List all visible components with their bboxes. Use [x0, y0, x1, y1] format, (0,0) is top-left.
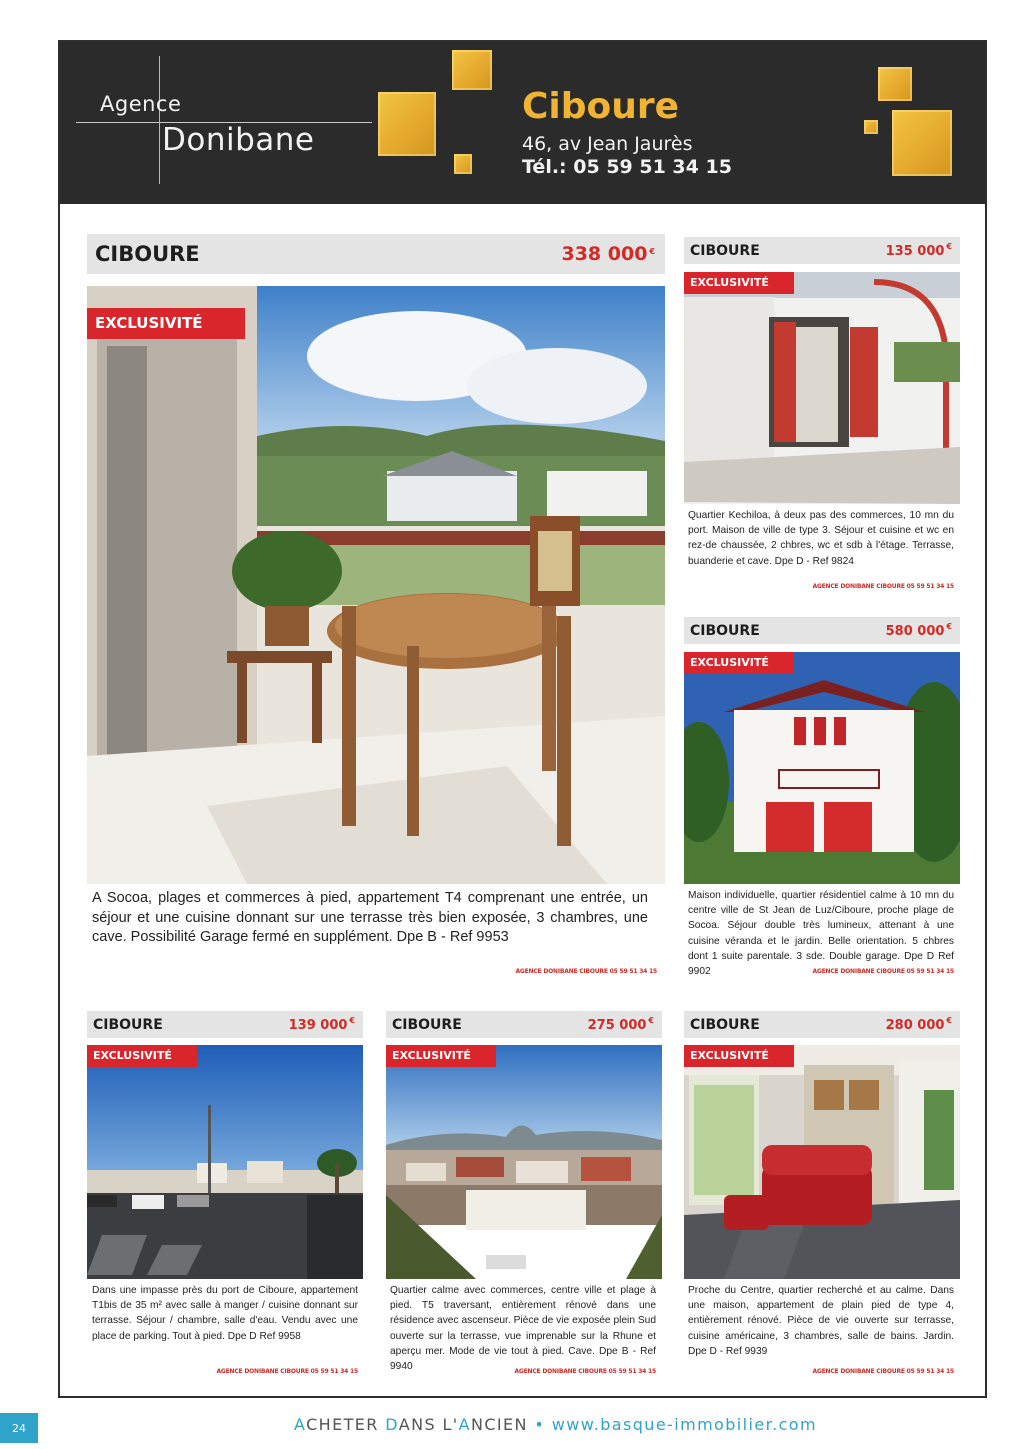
agency-city: Ciboure [522, 86, 680, 127]
listing-town: CIBOURE [95, 242, 200, 266]
listing-agency-signature: AGENCE DONIBANE CIBOURE 05 59 51 34 15 [812, 968, 954, 975]
footer-title-initial: A [458, 1415, 471, 1434]
footer-title-initial: D [385, 1415, 399, 1434]
footer-website-link[interactable]: www.basque-immobilier.com [551, 1415, 817, 1434]
listing-photo-house[interactable] [684, 652, 960, 884]
listing-price: 280 000 € [885, 1016, 952, 1033]
footer-banner [294, 1415, 817, 1434]
view-photo-illustration [386, 1045, 662, 1279]
logo-vertical-rule [159, 56, 160, 184]
port-photo-illustration [87, 1045, 363, 1279]
agency-address: 46, av Jean Jaurès [522, 133, 693, 155]
listing-title-bar [87, 1011, 363, 1038]
listing-description: Maison individuelle, quartier résidentiel calme à 10 mn du centre ville de St Jean de Luz/Ciboure, proche plage de Socoa. Séjour double très lumineux, attenant à une cuisine véranda et le jardin. Belle orientation. 5 chbres dont 1 suite parentale. 3 sde. Double garage. Dpe D Ref 9902 [688, 890, 954, 978]
decorative-square [378, 92, 436, 156]
listing-description: Dans une impasse près du port de Ciboure, appartement T1bis de 35 m² avec salle à manger / cuisine donnant sur terrasse. Séjour / chambre, salle d'eau. Vendu avec une place de parking. Tout à pied. Dpe D Ref 9958 [92, 1285, 358, 1342]
exclusivite-badge: EXCLUSIVITÉ [684, 272, 794, 294]
decorative-square [892, 110, 952, 176]
listing-photo-view[interactable] [386, 1045, 662, 1279]
agency-name-top: Agence [100, 92, 182, 116]
listing-price: 139 000 € [288, 1016, 355, 1033]
townhouse-photo-illustration [684, 272, 960, 504]
house-photo-illustration [684, 652, 960, 884]
listing-agency-signature: AGENCE DONIBANE CIBOURE 05 59 51 34 15 [812, 583, 954, 590]
listing-photo-living-room[interactable] [684, 1045, 960, 1279]
exclusivite-badge: EXCLUSIVITÉ [684, 652, 794, 674]
agency-phone: Tél.: 05 59 51 34 15 [522, 156, 732, 178]
listing-title-bar [684, 237, 960, 264]
listing-agency-signature: AGENCE DONIBANE CIBOURE 05 59 51 34 15 [514, 1368, 656, 1375]
listing-town: CIBOURE [93, 1016, 163, 1033]
listing-title-bar [684, 1011, 960, 1038]
listing-description: A Socoa, plages et commerces à pied, appartement T4 comprenant une entrée, un séjour et une cuisine donnant sur une terrasse très bien exposée, 3 chambres, une cave. Possibilité Garage fermé en supplément. Dpe B - Ref 9953 [92, 890, 648, 945]
page-number: 24 [0, 1413, 38, 1443]
exclusivite-badge: EXCLUSIVITÉ [386, 1045, 496, 1067]
listing-town: CIBOURE [690, 622, 760, 639]
footer-bullet: • [534, 1415, 546, 1434]
listing-photo-port[interactable] [87, 1045, 363, 1279]
agency-header [60, 42, 985, 204]
listing-price: 135 000 € [885, 242, 952, 259]
footer-title-part: CHETER [306, 1415, 386, 1434]
listing-description: Quartier Kechiloa, à deux pas des commerces, 10 mn du port. Maison de ville de type 3. Séjour et cuisine et wc en rez-de chaussée, 2 chbres, wc et sdb à l'étage. Terrasse, buanderie et cave. Dpe D - Ref 9824 [688, 510, 954, 567]
listing-agency-signature: AGENCE DONIBANE CIBOURE 05 59 51 34 15 [812, 1368, 954, 1375]
listing-price: 580 000 € [885, 622, 952, 639]
decorative-square [452, 50, 492, 90]
listing-description: Proche du Centre, quartier recherché et au calme. Dans une maison, appartement de plain pied de type 4, entièrement rénové. Pièce de vie ouverte sur terrasse, cuisine américaine, 3 chambres, salle de bains. Jardin. Dpe D - Ref 9939 [688, 1285, 954, 1357]
listing-town: CIBOURE [690, 242, 760, 259]
footer-title-part: NCIEN [470, 1415, 528, 1434]
listing-agency-signature: AGENCE DONIBANE CIBOURE 05 59 51 34 15 [216, 1368, 358, 1375]
terrace-photo-illustration [87, 286, 665, 884]
exclusivite-badge: EXCLUSIVITÉ [87, 308, 245, 339]
listing-photo-townhouse[interactable] [684, 272, 960, 504]
agency-name-bottom: Donibane [162, 122, 315, 158]
decorative-square [878, 67, 912, 101]
living-room-photo-illustration [684, 1045, 960, 1279]
listing-price: 338 000 € [561, 243, 655, 265]
listing-town: CIBOURE [690, 1016, 760, 1033]
decorative-square [454, 154, 472, 174]
listing-price: 275 000 € [587, 1016, 654, 1033]
listing-photo-terrace[interactable] [87, 286, 665, 884]
exclusivite-badge: EXCLUSIVITÉ [87, 1045, 197, 1067]
page-frame [58, 40, 987, 1398]
listing-title-bar [386, 1011, 662, 1038]
listing-town: CIBOURE [392, 1016, 462, 1033]
listing-title-bar [87, 234, 665, 274]
exclusivite-badge: EXCLUSIVITÉ [684, 1045, 794, 1067]
listing-title-bar [684, 617, 960, 644]
footer-title-part: ANS L' [398, 1415, 459, 1434]
listing-description: Quartier calme avec commerces, centre ville et plage à pied. T5 traversant, entièrement rénové dans une résidence avec ascenseur. Pièce de vie exposée plein Sud ouverte sur la terrasse, vue imprenable sur la Rhune et aperçu mer. Mode de vie tout à pied. Cave. Dpe B - Ref 9940 [390, 1285, 656, 1373]
listing-agency-signature: AGENCE DONIBANE CIBOURE 05 59 51 34 15 [515, 968, 657, 975]
decorative-square [864, 120, 878, 134]
footer-title-initial: A [294, 1415, 307, 1434]
